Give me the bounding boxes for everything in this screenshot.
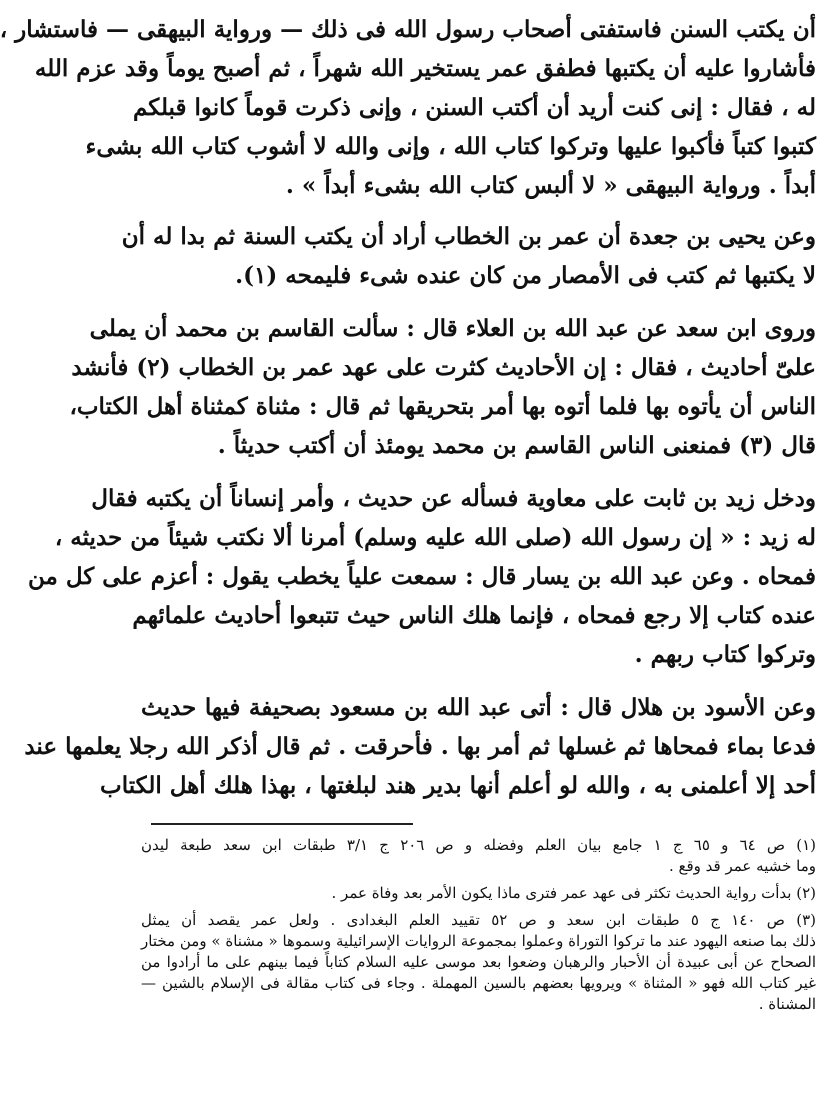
footnote-line: المشناة . xyxy=(758,995,816,1013)
paragraph-3 xyxy=(69,309,816,465)
text-line: فمحاه . وعن عبد الله بن يسار قال : سمعت علياً يخطب يقول : أعزم على كل من xyxy=(28,563,816,590)
footnotes xyxy=(141,835,816,1015)
text-line: أبداً . ورواية البيهقى « لا ألبس كتاب الله بشىء أبداً » . xyxy=(285,172,816,199)
footnote-line: (٣) ص ١٤٠ ج ٥ طبقات ابن سعد و ص ٥٢ تقييد العلم البغدادى . ولعل عمر يقصد أن يمثل xyxy=(141,911,817,929)
text-line: وعن الأسود بن هلال قال : أتى عبد الله بن مسعود بصحيفة فيها حديث xyxy=(141,694,816,721)
paragraph-4 xyxy=(28,479,816,674)
footnote-line: (٢) بدأت رواية الحديث تكثر فى عهد عمر فترى ماذا يكون الأمر بعد وفاة عمر . xyxy=(331,884,816,902)
paragraph-1 xyxy=(0,10,816,205)
text-line: أحد إلا أعلمنى به ، والله لو أعلم أنها بدير هند لبلغتها ، بهذا هلك أهل الكتاب xyxy=(100,772,816,799)
footnote-1 xyxy=(141,835,816,877)
footnote-separator xyxy=(151,823,413,825)
text-line: وعن يحيى بن جعدة أن عمر بن الخطاب أراد أن يكتب السنة ثم بدا له أن xyxy=(121,223,816,250)
text-line: علىّ أحاديث ، فقال : إن الأحاديث كثرت على عهد عمر بن الخطاب (٢) فأنشد xyxy=(71,354,816,381)
text-line: أن يكتب السنن فاستفتى أصحاب رسول الله فى ذلك — ورواية البيهقى — فاستشار ، xyxy=(0,16,816,43)
text-line: عنده كتاب إلا رجع فمحاه ، فإنما هلك الناس حيث تتبعوا أحاديث علمائهم xyxy=(132,602,816,629)
paragraph-2 xyxy=(121,217,816,295)
text-line: وتركوا كتاب ربهم . xyxy=(634,641,816,668)
text-line: له ، فقال : إنى كنت أريد أن أكتب السنن ، وإنى ذكرت قوماً كانوا قبلكم xyxy=(132,94,816,121)
footnote-3 xyxy=(141,910,816,1015)
text-line: فأشاروا عليه أن يكتبها فطفق عمر يستخير الله شهراً ، ثم أصبح يوماً وقد عزم الله xyxy=(34,55,816,82)
footnote-line: (١) ص ٦٤ و ٦٥ ج ١ جامع بيان العلم وفضله و ص ٢٠٦ ج ٣/١ طبقات ابن سعد طبعة ليدن xyxy=(141,836,817,854)
footnote-line: الصحاح عن أبى عبيدة أن الأحبار والرهبان وضعوا بعد موسى عليه السلام كتاباً فيما بينهم على ما أرادوا من xyxy=(141,953,816,971)
text-line: قال (٣) فمنعنى الناس القاسم بن محمد يومئذ أن أكتب حديثاً . xyxy=(217,432,816,459)
text-line: لا يكتبها ثم كتب فى الأمصار من كان عنده شىء فليمحه (١). xyxy=(235,262,816,289)
footnote-separator-wrap xyxy=(141,823,816,825)
paragraph-5 xyxy=(24,688,816,805)
footnote-line: وما خشيه عمر قد وقع . xyxy=(668,857,816,875)
text-line: وروى ابن سعد عن عبد الله بن العلاء قال : سألت القاسم بن محمد أن يملى xyxy=(89,315,816,342)
text-line: فدعا بماء فمحاها ثم غسلها ثم أمر بها . فأحرقت . ثم قال أذكر الله رجلا يعلمها عند xyxy=(24,733,816,760)
footnote-line: غير كتاب الله فهو « المثناة » ويرويها بعضهم بالسين المهملة . وجاء فى كتاب مقالة فى الإسلام بالشين — xyxy=(141,974,816,992)
footnote-2 xyxy=(141,883,816,904)
text-line: له زيد : « إن رسول الله (صلى الله عليه وسلم) أمرنا ألا نكتب شيئاً من حديثه ، xyxy=(54,524,816,551)
text-line: ودخل زيد بن ثابت على معاوية فسأله عن حديث ، وأمر إنساناً أن يكتبه فقال xyxy=(91,485,816,512)
text-line: كتبوا كتباً فأكبوا عليها وتركوا كتاب الله ، وإنى والله لا أشوب كتاب الله بشىء xyxy=(85,133,816,160)
footnote-line: ذلك بما صنعه اليهود عند ما تركوا التوراة وعملوا بمجموعة الروايات الإسرائيلية وسموها « مشناة » ومن مختار xyxy=(141,932,816,950)
text-line: الناس أن يأتوه بها فلما أتوه بها أمر بتحريقها ثم قال : مثناة كمثناة أهل الكتاب، xyxy=(69,393,816,420)
